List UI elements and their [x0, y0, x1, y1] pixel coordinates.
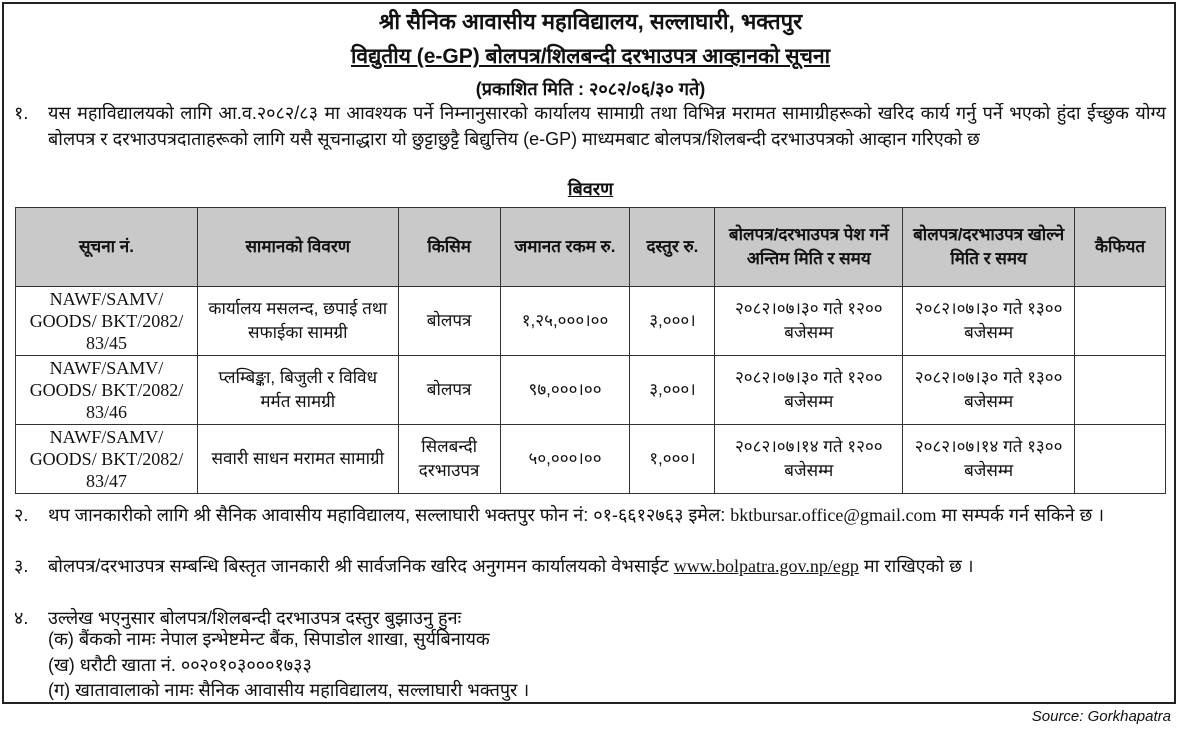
account-holder-item: (ग) खातावालाको नामः सैनिक आवासीय महाविद्यालय, सल्लाघारी भक्तपुर । [48, 680, 530, 700]
cell-remarks [1075, 287, 1166, 356]
table-row [16, 287, 1166, 356]
table-row [16, 356, 1166, 425]
cell-opening-date: २०८२।०७।१४ गते १३०० बजेसम्म [903, 425, 1075, 494]
col-header-opening-date: बोलपत्र/दरभाउपत्र खोल्ने मिति र समय [903, 208, 1075, 287]
paragraph-2 [14, 502, 1166, 528]
account-number-item: (ख) धरौटी खाता नं. ००२०१०३०००१७३३ [48, 655, 312, 675]
col-header-remarks: कैफियत [1075, 208, 1166, 287]
col-header-submission-deadline: बोलपत्र/दरभाउपत्र पेश गर्ने अन्तिम मिति र समय [715, 208, 903, 287]
source-credit: Source: Gorkhapatra [1031, 708, 1171, 725]
institution-title: श्री सैनिक आवासीय महाविद्यालय, सल्लाघारी, भक्तपुर [378, 9, 803, 34]
cell-type: बोलपत्र [398, 287, 500, 356]
cell-opening-date: २०८२।०७।३० गते १३०० बजेसम्म [903, 356, 1075, 425]
paragraph-text-wrap [48, 553, 1166, 579]
cell-bid-security: ५०,०००।०० [500, 425, 630, 494]
cell-submission-deadline: २०८२।०७।३० गते १२०० बजेसम्म [715, 356, 903, 425]
paragraph-text-end: मा राखिएको छ । [858, 556, 974, 576]
tender-table [15, 207, 1166, 494]
cell-bid-security: ९७,०००।०० [500, 356, 630, 425]
cell-notice-no: NAWF/SAMV/ GOODS/ BKT/2082/ 83/45 [16, 287, 198, 356]
cell-fee: ३,०००। [630, 356, 715, 425]
cell-description: कार्यालय मसलन्द, छपाई तथा सफाईका सामग्री [197, 287, 398, 356]
cell-notice-no: NAWF/SAMV/ GOODS/ BKT/2082/ 83/46 [16, 356, 198, 425]
cell-opening-date: २०८२।०७।३० गते १३०० बजेसम्म [903, 287, 1075, 356]
table-header-row [16, 208, 1166, 287]
col-header-type: किसिम [398, 208, 500, 287]
cell-description: प्लम्बिङ्का, बिजुली र विविध मर्मत सामग्री [197, 356, 398, 425]
published-date: (प्रकाशित मिति : २०८२/०६/३० गते) [475, 79, 706, 99]
paragraph-text: थप जानकारीको लागि श्री सैनिक आवासीय महाविद्यालय, सल्लाघारी भक्तपुर फोन नं: ०१-६६१२७६३ इमेल: [48, 505, 731, 525]
notice-subtitle [0, 42, 1181, 70]
cell-notice-no: NAWF/SAMV/ GOODS/ BKT/2082/ 83/47 [16, 425, 198, 494]
details-heading [0, 177, 1181, 201]
bank-name-item: (क) बैंकको नामः नेपाल इन्भेष्टमेन्ट बैंक, सिपाडोल शाखा, सुर्यबिनायक [48, 629, 490, 649]
paragraph-3 [14, 553, 1166, 579]
details-heading-text: बिवरण [567, 179, 614, 199]
cell-submission-deadline: २०८२।०७।१४ गते १२०० बजेसम्म [715, 425, 903, 494]
cell-description: सवारी साधन मरामत सामाग्री [197, 425, 398, 494]
paragraph-number: ४. [14, 608, 29, 628]
paragraph-1 [14, 100, 1166, 152]
paragraph-text: उल्लेख भएनुसार बोलपत्र/शिलबन्दी दरभाउपत्र दस्तुर बुझाउनु हुनः [48, 608, 462, 628]
paragraph-number: २. [14, 505, 29, 525]
paragraph-text-end: मा सम्पर्क गर्न सकिने छ । [936, 505, 1105, 525]
table-row [16, 425, 1166, 494]
col-header-description: सामानको विवरण [197, 208, 398, 287]
paragraph-text: बोलपत्र/दरभाउपत्र सम्बन्धि बिस्तृत जानकारी श्री सार्वजनिक खरिद अनुगमन कार्यालयको वेभसाईट [48, 556, 674, 576]
paragraph-text-wrap [48, 502, 1166, 528]
col-header-fee: दस्तुर रु. [630, 208, 715, 287]
cell-fee: १,०००। [630, 425, 715, 494]
col-header-bid-security: जमानत रकम रु. [500, 208, 630, 287]
cell-remarks [1075, 356, 1166, 425]
notice-subtitle-text: विद्युतीय (e-GP) बोलपत्र/शिलबन्दी दरभाउपत्र आव्हानको सूचना [350, 45, 831, 68]
paragraph-number: ३. [14, 556, 29, 576]
col-header-notice-no: सूचना नं. [16, 208, 198, 287]
contact-email[interactable]: bktbursar.office@gmail.com [730, 505, 937, 525]
cell-submission-deadline: २०८२।०७।३० गते १२०० बजेसम्म [715, 287, 903, 356]
cell-remarks [1075, 425, 1166, 494]
paragraph-text: यस महाविद्यालयको लागि आ.व.२०८२/८३ मा आवश्यक पर्ने निम्नानुसारको कार्यालय सामाग्री तथा विभिन्न मरामत सामाग्रीहरूको खरिद कार्य गर्नु पर्ने भएको हुंदा ईच्छुक योग्य बोलपत्र र दरभाउपत्रदाताहरूको लागि यसै सूचनाद्धारा यो छुट्टाछुट्टै बिद्युत्तिय (e-GP) माध्यमबाट बोलपत्र/शिलबन्दी दरभाउपत्रको आव्हान गरिएको छ [48, 103, 1166, 149]
cell-fee: ३,०००। [630, 287, 715, 356]
cell-type: बोलपत्र [398, 356, 500, 425]
paragraph-number: १. [14, 103, 29, 123]
cell-bid-security: १,२५,०००।०० [500, 287, 630, 356]
bolpatra-link[interactable]: www.bolpatra.gov.np/egp [673, 556, 859, 576]
cell-type: सिलबन्दी दरभाउपत्र [398, 425, 500, 494]
